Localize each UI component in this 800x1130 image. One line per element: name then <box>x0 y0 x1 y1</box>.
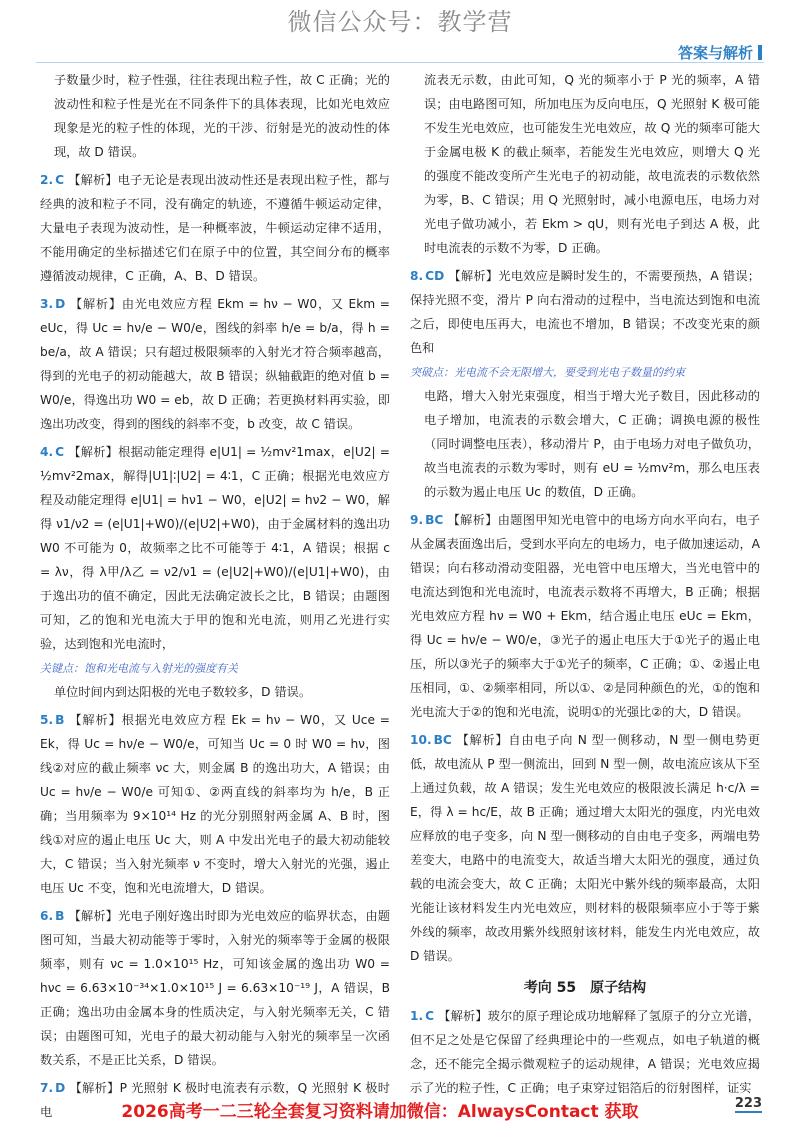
item-text: 【解析】根据光电效应方程 Ek = hν − W0，又 Uce = Ek，得 Uc = hν/e − W0/e，可知当 Uc = 0 时 W0 = hν，图线②对应的截止频率 νc 大，则金属 B 的逸出功大，A 错误；由 Uc = hν/e − W0/e 可知①、②两直线的斜率均为 h/e，B 正确；当用频率为 9×10¹⁴ Hz 的光分别照射两金属 A、B 时，图线①对应的遏止电压 Uc 大，则 A 中发出光电子的最大初动能较大，C 错误；当入射光频率 ν 不变时，增大入射光的光强，遏止电压 Uc 不变，饱和光电流增大，D 错误。 <box>40 713 390 895</box>
item-answer: D <box>55 297 66 311</box>
item-text: 流表无示数，由此可知，Q 光的频率小于 P 光的频率，A 错误；由电路图可知，所加电压为反向电压，Q 光照射 K 极可能不发生光电效应，也可能发生光电效应，故 Q 光的频率可能大于金属电极 K 的截止频率，若能发生光电效应，则增大 Q 光的强度不能改变所产生光电子的初动能，故电流表的示数依然为零，B、C 错误；用 Q 光照射时，减小电源电压，电场力对光电子做功减小，若 Ekm > qU，则有光电子到达 A 极，此时电流表的示数不为零，D 正确。 <box>424 73 760 255</box>
item-text: 【解析】玻尔的原子理论成功地解释了氢原子的分立光谱，但不足之处是它保留了经典理论中的一些观点，如电子轨道的概念，还不能完全揭示微观粒子的运动规律，A 错误；光电效应揭示了光的粒子性，C 正确；电子束穿过铝箔后的衍射图样，证实 <box>410 1009 760 1095</box>
item-text: 【解析】电子无论是表现出波动性还是表现出粒子性，都与经典的波和粒子不同，没有确定的轨迹，不遵循牛顿运动定律，大量电子表现为波动性，是一种概率波，牛顿运动定律不适用，不能用确定的坐标描述它们在原子中的位置，其空间分布的概率遵循波动规律，C 正确，A、B、D 错误。 <box>40 173 390 283</box>
answer-item <box>40 68 390 164</box>
item-number: 6. <box>40 909 54 923</box>
answer-item <box>40 168 390 288</box>
item-text: 【解析】根据动能定理得 e|U1| = ½mv²1max，e|U2| = ½mv²2max，解得|U1|∶|U2| = 4∶1，C 正确；根据光电效应方程及动能定理得 e|U1| = hν1 − W0，e|U2| = hν2 − W0，解得 ν1/ν2 = (e|U1|+W0)/(e|U2|+W0)，由于金属材料的逸出功 W0 不可能为 0，故频率之比不可能等于 4∶1，A 错误；根据 c = λν，得 λ甲/λ乙 = ν2/ν1 = (e|U2|+W0)/(e|U1|+W0)，由于逸出功的值不确定，因此无法确定波长之比，B 错误；由题图可知，乙的饱和光电流大于甲的饱和光电流，则用乙光进行实验，达到饱和光电流时， <box>40 445 390 651</box>
page-number: 223 <box>734 1096 762 1111</box>
item-text: 单位时间内到达阳极的光电子数较多，D 错误。 <box>54 685 312 699</box>
answer-item <box>40 440 390 656</box>
item-number: 9. <box>410 513 424 527</box>
header-divider <box>36 62 764 63</box>
item-text: 【解析】由光电效应方程 Ekm = hν − W0，又 Ekm = eUc，得 Uc = hν/e − W0/e，图线的斜率 h/e = b/a，得 h = be/a，故 A 错误；只有超过极限频率的入射光才符合频率越高，得到的光电子的初动能越大，故 B 错误；纵轴截距的绝对值 b = W0/e，得逸出功 W0 = eb，故 D 正确；若更换材料再实验，即逸出功改变，得到的图线的斜率不变，b 改变，故 C 错误。 <box>40 297 390 431</box>
item-text: 【解析】自由电子向 N 型一侧移动，N 型一侧电势更低，故电流从 P 型一侧流出，回到 N 型一侧，故电流应该从下至上通过负载，故 A 错误；发生光电效应的极限波长满足 h·c/λ = E，得 λ = hc/E，故 B 正确；通过增大太阳光的强度，内光电效应释放的电子变多，向 N 型一侧移动的自由电子变多，两端电势差变大，电路中的电流变大，故适当增大太阳光的强度，通过负载的电流会变大，故 C 正确；太阳光中紫外线的频率最高，太阳光能让该材料发生内光电效应，则材料的极限频率应小于等于紫外线的频率，故改用紫外线照射该材料，能发生内光电效应，故 D 错误。 <box>410 733 760 963</box>
item-text: 【解析】光电效应是瞬时发生的，不需要预热，A 错误；保持光照不变，滑片 P 向右滑动的过程中，当电流达到饱和电流之后，即使电压再大，电流也不增加，B 错误；不改变光束的颜色和 <box>410 269 760 355</box>
item-text: 电路，增大入射光束强度，相当于增大光子数目，因此移动的电子增加，电流表的示数会增大，C 正确；调换电源的极性（同时调整电压表），移动滑片 P，由于电场力对电子做负功，故当电流表的示数为零时，则有 eU = ½mv²m，那么电压表的示数为遏止电压 Uc 的数值，D 正确。 <box>424 389 760 499</box>
item-number: 8. <box>410 269 424 283</box>
left-column <box>40 68 390 1128</box>
item-number: 4. <box>40 445 54 459</box>
watermark-title: 微信公众号：教学营 <box>287 8 513 36</box>
item-answer: BC <box>425 513 444 527</box>
tip-note: 关键点：饱和光电流与入射光的强度有关 <box>40 662 238 675</box>
item-text: 子数量少时，粒子性强，往往表现出粒子性，故 C 正确；光的波动性和粒子性是光在不同条件下的具体表现，比如光电效应现象是光的粒子性的体现，光的干涉、衍射是光的波动性的体现，故 D 错误。 <box>54 73 390 159</box>
answer-item <box>40 680 390 704</box>
item-answer: D <box>55 1081 66 1095</box>
item-answer: C <box>55 173 65 187</box>
item-number: 1. <box>410 1009 424 1023</box>
item-answer: B <box>55 909 65 923</box>
answer-item <box>410 1004 760 1100</box>
answer-item <box>410 68 760 260</box>
answer-item <box>410 384 760 504</box>
answer-item <box>40 904 390 1072</box>
item-text: 【解析】由题图甲知光电管中的电场方向水平向右，电子从金属表面逸出后，受到水平向左的电场力，电子做加速运动，A 错误；向右移动滑动变阻器，光电管中电压增大，当光电管中的电流达到饱和光电流时，电流表示数将不再增大，B 正确；根据光电效应方程 hν = W0 + Ekm，结合遏止电压 eUc = Ekm，得 Uc = hν/e − W0/e，③光子的遏止电压大于①光子的遏止电压，所以③光子的频率大于①光子的频率，C 正确；①、②遏止电压相同，①、②频率相同，所以①、②是同种颜色的光，①的饱和光电流大于②的饱和光电流，说明①的光强比②的大，D 错误。 <box>410 513 760 719</box>
answer-item <box>410 508 760 724</box>
item-answer: BC <box>433 733 452 747</box>
item-answer: CD <box>425 269 445 283</box>
item-text: 【解析】P 光照射 K 极时电流表有示数，Q 光照射 K 极时电 <box>40 1081 390 1119</box>
header-bar-icon <box>758 45 762 60</box>
item-answer: B <box>55 713 65 727</box>
header-label: 答案与解析 <box>677 44 753 62</box>
answer-item <box>40 292 390 436</box>
footer-notice: 2026高考一二三轮全套复习资料请加微信：AlwaysContact 获取 <box>121 1102 639 1122</box>
item-answer: C <box>425 1009 435 1023</box>
item-number: 2. <box>40 173 54 187</box>
right-column <box>410 68 760 1104</box>
item-number: 7. <box>40 1081 54 1095</box>
answer-item <box>410 728 760 968</box>
section-header <box>678 42 762 63</box>
item-number: 3. <box>40 297 54 311</box>
item-answer: C <box>55 445 65 459</box>
item-number: 10. <box>410 733 432 747</box>
item-text: 【解析】光电子刚好逸出时即为光电效应的临界状态，由题图可知，当最大初动能等于零时，入射光的频率等于金属的极限频率，则有 νc = 1.0×10¹⁵ Hz，可知该金属的逸出功 W0 = hνc = 6.63×10⁻³⁴×1.0×10¹⁵ J = 6.63×10⁻¹⁹ J，A 错误，B 正确；逸出功由金属本身的性质决定，与入射光频率无关，C 错误；由题图可知，光电子的最大初动能与入射光的频率呈一次函数关系，不是正比关系，D 错误。 <box>40 909 390 1067</box>
answer-item <box>410 264 760 360</box>
answer-item <box>40 708 390 900</box>
tip-note: 突破点：光电流不会无限增大，要受到光电子数量的约束 <box>410 366 685 379</box>
item-number: 5. <box>40 713 54 727</box>
section-title: 考向 55 原子结构 <box>523 980 647 996</box>
